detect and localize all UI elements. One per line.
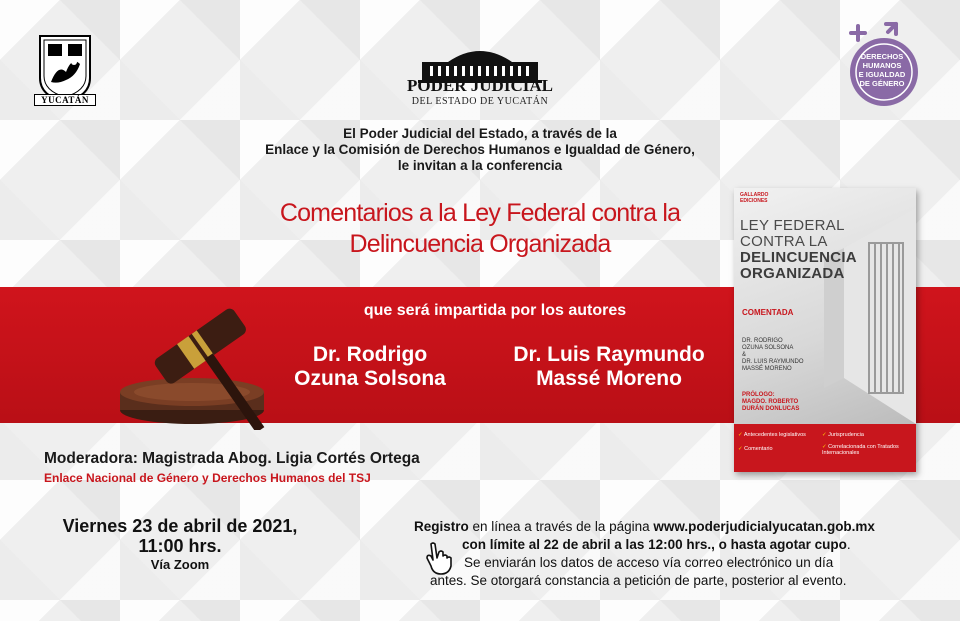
registration-line: Se enviarán los datos de acceso vía correo electrónico un día — [464, 555, 834, 570]
book-author-line: DR. RODRIGO — [742, 338, 783, 344]
registration-capacity: , o hasta agotar cupo — [711, 537, 847, 552]
book-cover — [734, 188, 916, 472]
author-name — [494, 343, 724, 391]
registration-line: antes. Se otorgará constancia a petición de parte, posterior al evento. — [430, 573, 847, 588]
registration-line — [410, 536, 940, 554]
author-line: Dr. Luis Raymundo — [513, 343, 705, 366]
org-name: PODER JUDICIAL — [407, 76, 553, 95]
badge-text — [848, 52, 916, 88]
registration-deadline: con límite al 22 de abril a las 12:00 hrs. — [462, 537, 712, 552]
event-time: 11:00 hrs. — [138, 536, 222, 556]
book-feature-tag: ✓ Jurisprudencia — [822, 432, 864, 438]
author-line: Massé Moreno — [536, 367, 682, 390]
book-title-line: ORGANIZADA — [740, 265, 845, 282]
intro-text — [180, 126, 780, 174]
intro-line: El Poder Judicial del Estado, a través de la — [343, 126, 617, 141]
moderator-name: Moderadora: Magistrada Abog. Ligia Cortés Ortega — [44, 450, 420, 467]
gavel-icon — [112, 300, 292, 430]
book-authors — [742, 338, 832, 373]
prologue-line: MAGDO. ROBERTO — [742, 399, 799, 405]
prologue-line: DURÁN DONLUCAS — [742, 406, 800, 412]
badge-line: HUMANOS — [862, 61, 902, 70]
publisher-line: GALLARDO — [740, 192, 769, 198]
moderator-role: Enlace Nacional de Género y Derechos Humanos del TSJ — [44, 471, 371, 485]
registration-line — [410, 518, 940, 536]
author-line: Ozuna Solsona — [294, 367, 446, 390]
book-feature-tag: ✓ Antecedentes legislativos — [738, 432, 806, 438]
publisher-line: EDICIONES — [740, 198, 768, 204]
book-title-line: CONTRA LA — [740, 233, 828, 250]
org-subtitle: DEL ESTADO DE YUCATÁN — [411, 96, 549, 107]
badge-line: DERECHOS — [860, 52, 904, 61]
registration-url-link[interactable]: www.poderjudicialyucatan.gob.mx — [653, 519, 875, 534]
book-author-line: & — [742, 352, 747, 358]
speakers-lead: que será impartida por los autores — [363, 302, 627, 319]
registration-text: en línea a través de la página — [468, 519, 654, 534]
author-line: Dr. Rodrigo — [312, 343, 428, 366]
conference-title — [210, 198, 750, 260]
book-author-line: OZUNA SOLSONA — [742, 345, 794, 351]
registration-info — [410, 518, 940, 590]
title-line: Delincuencia Organizada — [349, 230, 611, 258]
prologue-line: PRÓLOGO: — [742, 392, 775, 398]
book-prologue — [742, 392, 832, 413]
book-feature-tag: ✓ Comentario — [738, 446, 773, 452]
book-subtitle: COMENTADA — [742, 308, 794, 317]
badge-line: E IGUALDAD — [858, 70, 906, 79]
badge-line: DE GÉNERO — [859, 79, 905, 88]
book-feature-tag: ✓ Correlacionada con Tratados Internacionales — [822, 444, 912, 456]
intro-line: le invitan a la conferencia — [397, 158, 563, 173]
event-date — [50, 516, 310, 574]
author-name — [270, 343, 470, 391]
intro-line: Enlace y la Comisión de Derechos Humanos e Igualdad de Género, — [265, 142, 695, 157]
seal-label: YUCATÁN — [34, 94, 96, 106]
title-line: Comentarios a la Ley Federal contra la — [279, 199, 681, 227]
book-author-line: MASSÉ MORENO — [742, 366, 792, 372]
book-title-line: LEY FEDERAL — [740, 217, 845, 234]
registration-period: . — [846, 537, 851, 552]
book-author-line: DR. LUIS RAYMUNDO — [742, 359, 804, 365]
event-venue: Vía Zoom — [150, 557, 210, 572]
registration-label: Registro — [414, 519, 469, 534]
event-date-line: Viernes 23 de abril de 2021, — [62, 516, 298, 536]
book-publisher — [740, 192, 768, 204]
book-title — [740, 218, 910, 282]
book-title-line: DELINCUENCIA — [740, 249, 857, 266]
